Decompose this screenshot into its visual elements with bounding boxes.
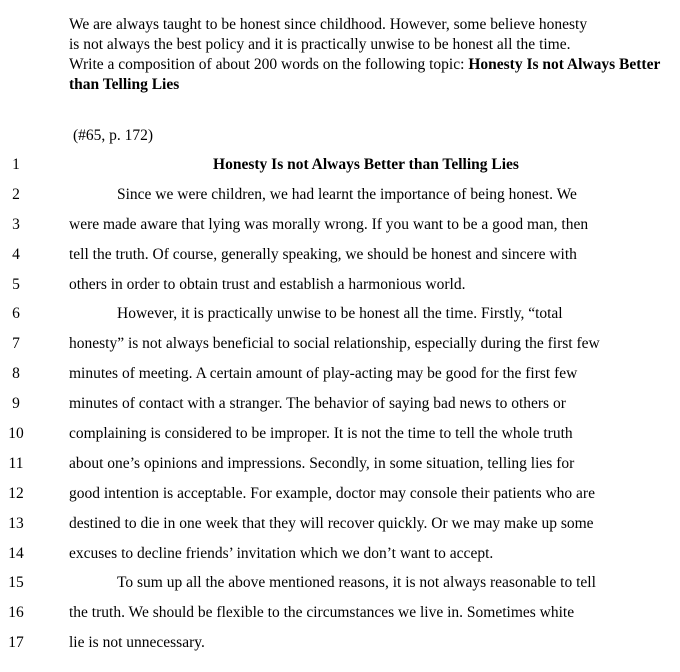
line-text: the truth. We should be flexible to the circumstances we live in. Sometimes white (69, 604, 575, 622)
essay-body (0, 150, 680, 658)
line-number: 8 (12, 365, 20, 383)
source-reference: (#65, p. 172) (73, 127, 154, 144)
line-text: honesty” is not always beneficial to social relationship, especially during the first few (69, 335, 600, 353)
line-number: 16 (8, 604, 24, 622)
line-number: 12 (8, 484, 24, 502)
line-text: minutes of meeting. A certain amount of play-acting may be good for the first few (69, 365, 578, 383)
line-number: 1 (12, 156, 20, 173)
line-text: excuses to decline friends’ invitation which we don’t want to accept. (69, 544, 494, 562)
essay-line (0, 568, 680, 598)
essay-line (0, 419, 680, 449)
line-number: 17 (8, 634, 24, 652)
line-text: good intention is acceptable. For example, doctor may console their patients who are (69, 484, 595, 502)
prompt-line: Write a composition of about 200 words on the following topic: (69, 56, 469, 73)
essay-line (0, 539, 680, 569)
essay-line (0, 389, 680, 419)
line-number: 11 (8, 454, 24, 472)
essay-line (0, 359, 680, 389)
essay-prompt (69, 15, 669, 95)
line-number: 14 (8, 544, 24, 562)
prompt-line: We are always taught to be honest since childhood. However, some believe honesty (69, 16, 588, 33)
line-text: others in order to obtain trust and establish a harmonious world. (69, 275, 466, 293)
line-text: about one’s opinions and impressions. Secondly, in some situation, telling lies for (69, 454, 575, 472)
essay-line (0, 270, 680, 300)
essay-line (0, 180, 680, 210)
line-number: 15 (8, 574, 24, 592)
essay-line (0, 240, 680, 270)
line-number: 10 (8, 425, 24, 443)
essay-line (0, 598, 680, 628)
line-text: To sum up all the above mentioned reasons, it is not always reasonable to tell (117, 574, 596, 592)
essay-line (0, 628, 680, 658)
line-number: 7 (12, 335, 20, 353)
line-number: 9 (12, 395, 20, 413)
line-text: However, it is practically unwise to be honest all the time. Firstly, “total (117, 305, 563, 323)
line-text: complaining is considered to be improper. It is not the time to tell the whole truth (69, 425, 573, 443)
line-text: minutes of contact with a stranger. The behavior of saying bad news to others or (69, 395, 566, 413)
prompt-topic: Honesty Is not Always Better than Telling Lies (69, 56, 661, 93)
line-number: 4 (12, 245, 20, 263)
essay-line (0, 479, 680, 509)
line-text: lie is not unnecessary. (69, 634, 205, 652)
line-text: tell the truth. Of course, generally speaking, we should be honest and sincere with (69, 245, 577, 263)
line-number: 2 (12, 185, 20, 203)
line-number: 13 (8, 514, 24, 532)
essay-line (0, 449, 680, 479)
line-number: 6 (12, 305, 20, 323)
essay-line (0, 210, 680, 240)
line-number: 5 (12, 275, 20, 293)
essay-line (0, 509, 680, 539)
line-text: destined to die in one week that they will recover quickly. Or we may make up some (69, 514, 594, 532)
line-number: 3 (12, 215, 20, 233)
line-text: were made aware that lying was morally wrong. If you want to be a good man, then (69, 215, 589, 233)
essay-line (0, 299, 680, 329)
prompt-line: is not always the best policy and it is practically unwise to be honest all the time. (69, 36, 571, 53)
essay-title: Honesty Is not Always Better than Telling Lies (213, 156, 519, 173)
essay-line (0, 329, 680, 359)
line-text: Since we were children, we had learnt the importance of being honest. We (117, 185, 577, 203)
essay-line (0, 150, 680, 180)
